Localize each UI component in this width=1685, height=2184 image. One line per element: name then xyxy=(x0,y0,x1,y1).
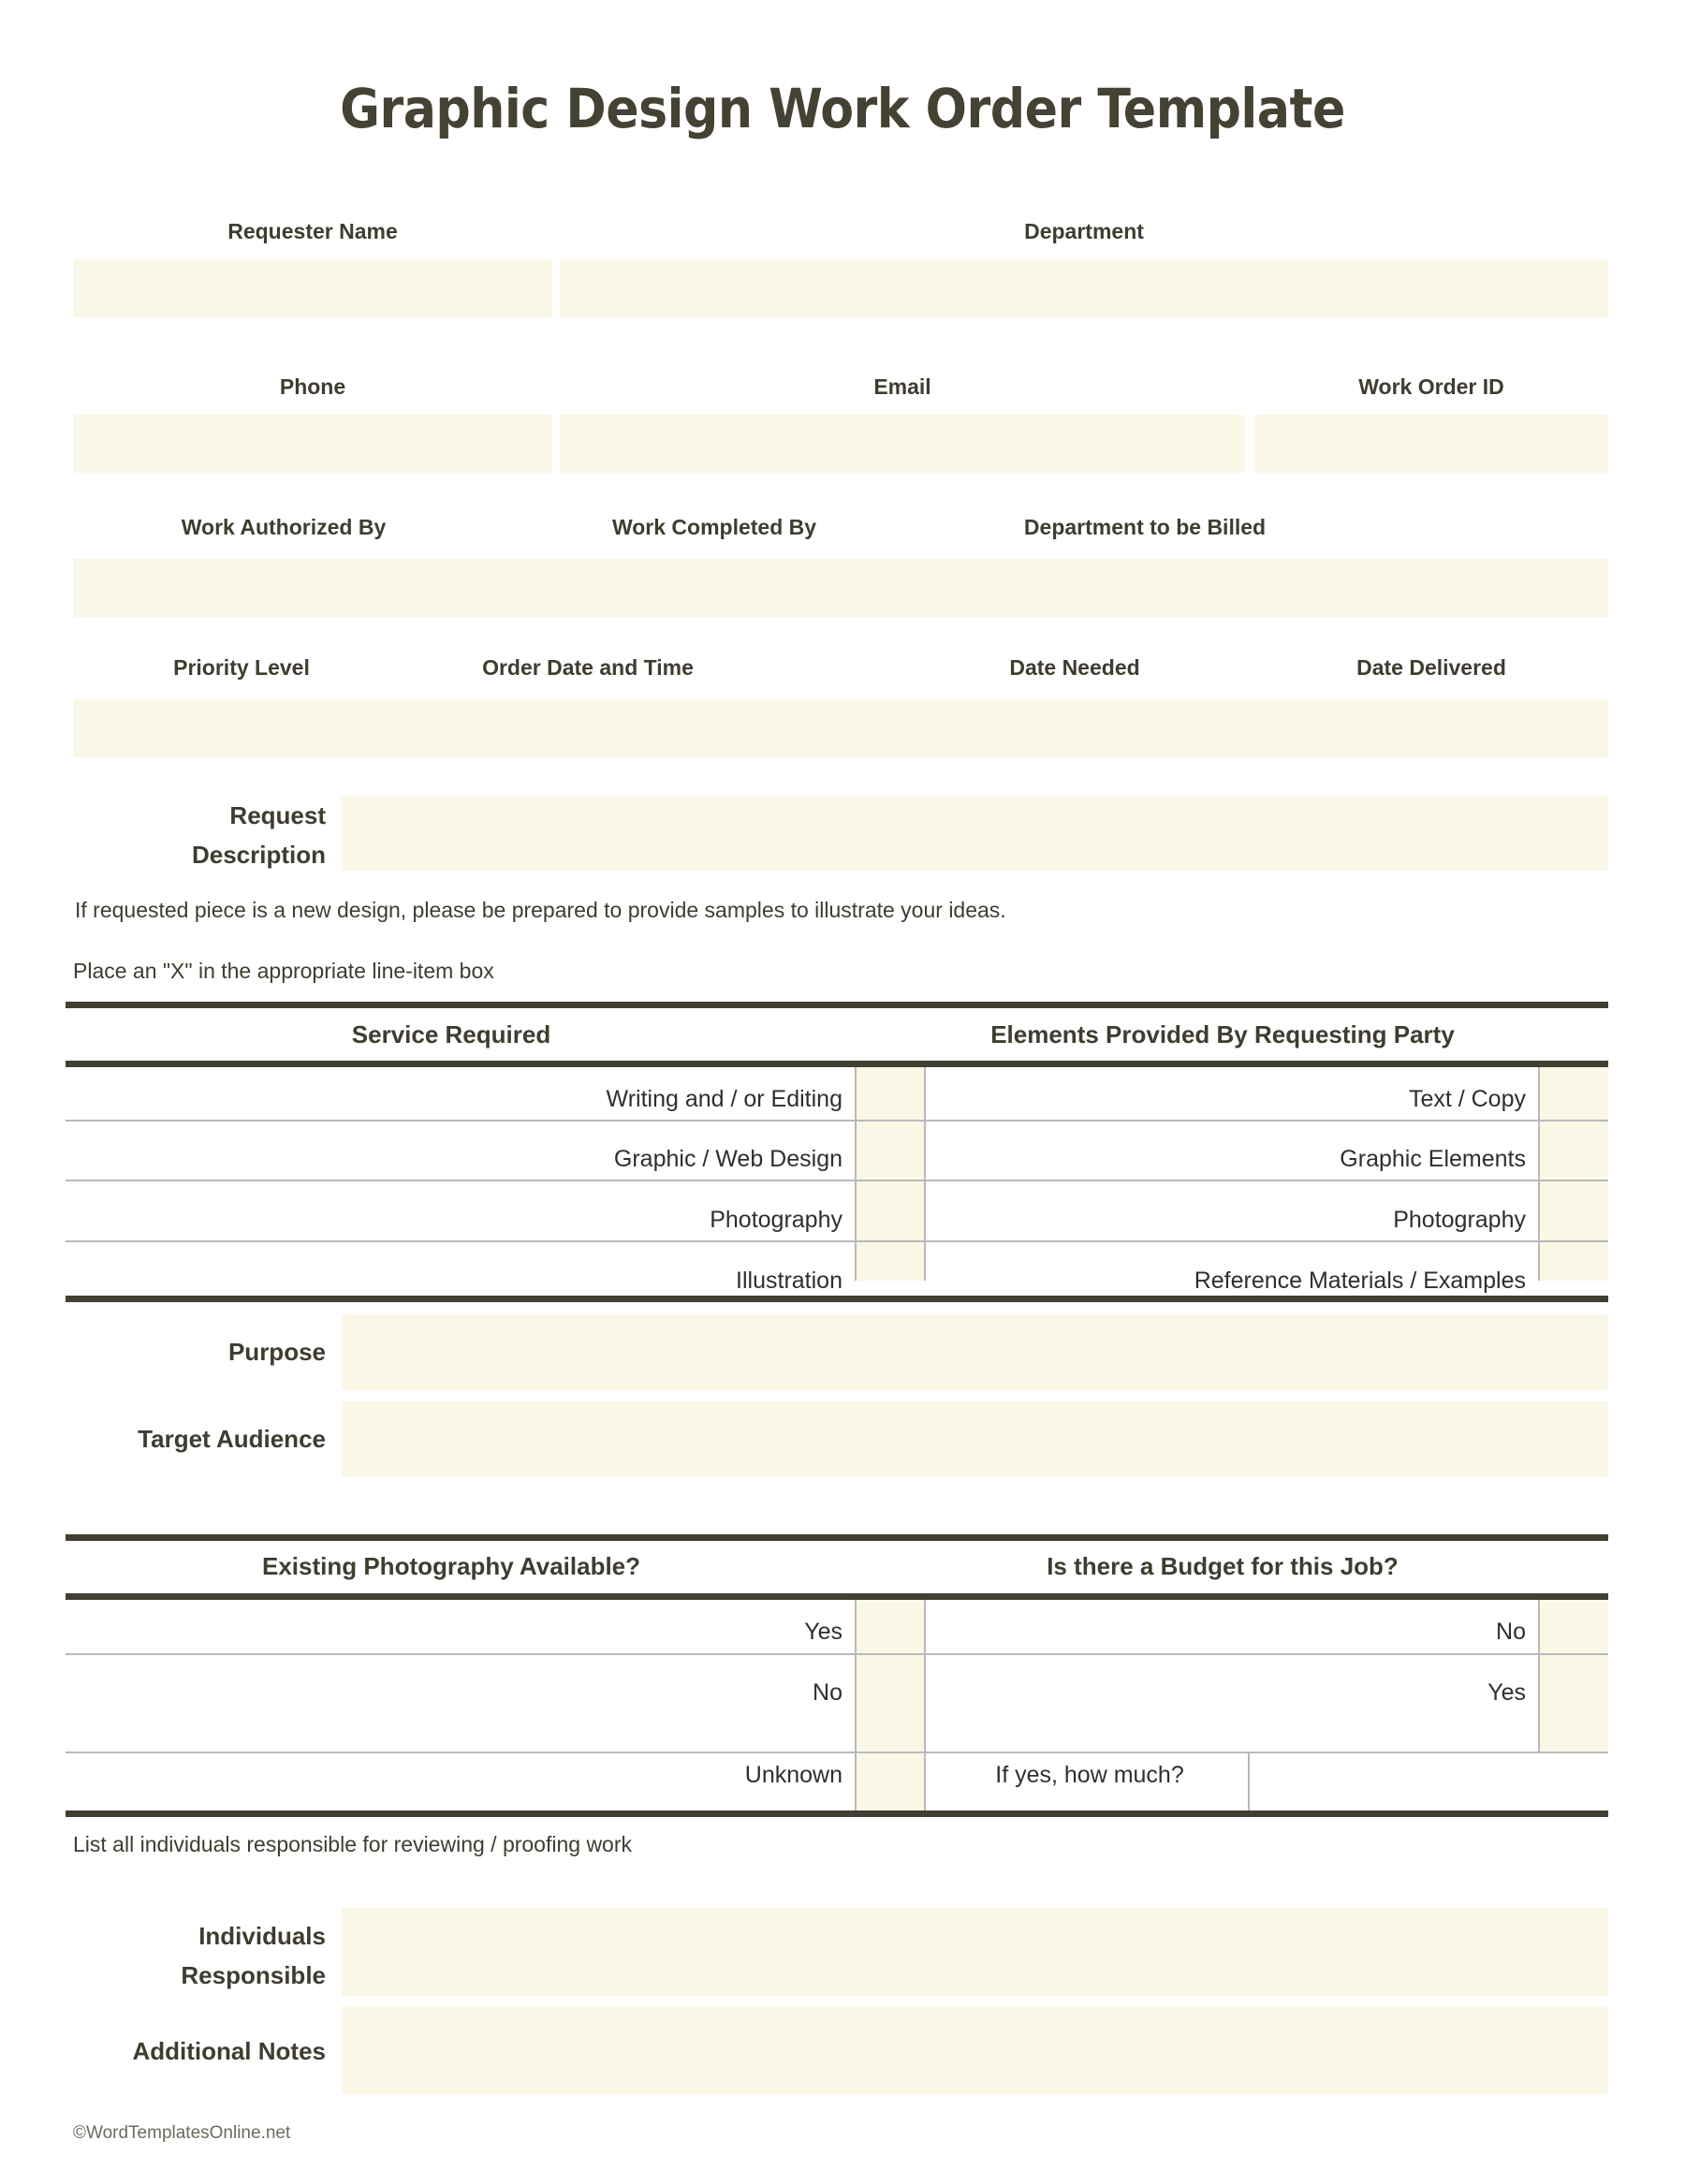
cell-element-2: Photography xyxy=(1393,1207,1526,1233)
cell-photo-2: Unknown xyxy=(744,1762,842,1788)
cell-budget-1: Yes xyxy=(1487,1679,1526,1706)
label-department-to-be-billed: Department to be Billed xyxy=(1023,515,1267,539)
label-target-audience: Target Audience xyxy=(138,1425,326,1453)
label-order-date-and-time: Order Date and Time xyxy=(482,655,694,680)
cell-service-3: Illustration xyxy=(736,1268,842,1294)
input-priority-row[interactable] xyxy=(73,699,1608,757)
page-title: Graphic Design Work Order Template xyxy=(340,77,1345,140)
input-department[interactable] xyxy=(560,259,1608,317)
photo-col-divider-left xyxy=(855,1600,857,1813)
label-request-description-line2: Description xyxy=(191,841,326,869)
input-additional-notes[interactable] xyxy=(342,2006,1608,2094)
input-request-description[interactable] xyxy=(342,797,1608,871)
service-row-divider-1 xyxy=(66,1180,1608,1181)
budget-amount-divider xyxy=(1248,1752,1250,1813)
footer-copyright: ©WordTemplatesOnline.net xyxy=(73,2123,291,2143)
photo-budget-header-rule xyxy=(66,1593,1608,1600)
photo-budget-row-divider-1 xyxy=(66,1752,1608,1753)
cell-element-3: Reference Materials / Examples xyxy=(1194,1268,1526,1294)
note-samples: If requested piece is a new design, please be prepared to provide samples to illustrate your ideas. xyxy=(75,898,1006,922)
label-date-needed: Date Needed xyxy=(1009,655,1140,680)
photo-col-divider-right xyxy=(924,1600,926,1813)
service-table-bottom-rule xyxy=(66,1296,1608,1302)
label-requester-name: Requester Name xyxy=(227,219,398,243)
service-table-header-rule xyxy=(66,1061,1608,1067)
service-col-divider-right xyxy=(924,1067,926,1281)
label-individuals-responsible-line2: Responsible xyxy=(181,1961,326,1989)
label-department: Department xyxy=(1024,219,1144,243)
cell-service-0: Writing and / or Editing xyxy=(606,1086,842,1112)
photo-mark-column xyxy=(857,1600,924,1813)
label-email: Email xyxy=(873,374,931,399)
label-date-delivered: Date Delivered xyxy=(1356,655,1506,680)
label-request-description-line1: Request xyxy=(229,801,326,829)
label-work-order-id: Work Order ID xyxy=(1358,374,1504,399)
element-mark-column xyxy=(1540,1067,1608,1281)
input-work-authorized-row[interactable] xyxy=(73,559,1608,617)
budget-mark-column xyxy=(1540,1600,1608,1752)
cell-photo-1: No xyxy=(813,1679,842,1706)
cell-photo-0: Yes xyxy=(804,1619,842,1645)
label-priority-level: Priority Level xyxy=(173,655,310,680)
service-row-divider-0 xyxy=(66,1120,1608,1121)
note-reviewers: List all individuals responsible for reviewing / proofing work xyxy=(73,1832,633,1856)
photo-budget-bottom-rule xyxy=(66,1810,1608,1817)
element-col-divider-left xyxy=(1538,1067,1540,1281)
heading-elements-provided: Elements Provided By Requesting Party xyxy=(990,1020,1455,1048)
heading-budget: Is there a Budget for this Job? xyxy=(1047,1552,1399,1580)
input-email[interactable] xyxy=(560,415,1245,473)
label-work-authorized-by: Work Authorized By xyxy=(181,515,387,539)
cell-element-1: Graphic Elements xyxy=(1340,1146,1526,1172)
label-request-description xyxy=(73,796,326,874)
heading-existing-photography: Existing Photography Available? xyxy=(261,1552,641,1580)
label-if-yes-how-much: If yes, how much? xyxy=(995,1762,1184,1788)
input-individuals-responsible[interactable] xyxy=(342,1908,1608,1996)
heading-service-required: Service Required xyxy=(351,1020,551,1048)
input-requester-name[interactable] xyxy=(73,259,552,317)
label-purpose: Purpose xyxy=(227,1338,326,1366)
service-table-top-rule xyxy=(66,1002,1608,1008)
label-individuals-responsible-line1: Individuals xyxy=(198,1922,326,1950)
input-phone[interactable] xyxy=(73,415,552,473)
input-work-order-id[interactable] xyxy=(1254,415,1608,473)
label-phone: Phone xyxy=(279,374,346,399)
service-col-divider-left xyxy=(855,1067,857,1281)
cell-service-2: Photography xyxy=(710,1207,842,1233)
photo-budget-row-divider-0 xyxy=(66,1653,1608,1655)
cell-service-1: Graphic / Web Design xyxy=(613,1146,842,1172)
input-purpose[interactable] xyxy=(342,1314,1608,1390)
cell-budget-0: No xyxy=(1496,1619,1526,1645)
budget-col-divider-left xyxy=(1538,1600,1540,1752)
input-target-audience[interactable] xyxy=(342,1401,1608,1477)
label-additional-notes: Additional Notes xyxy=(132,2037,326,2065)
label-work-completed-by: Work Completed By xyxy=(611,515,817,539)
note-place-x: Place an "X" in the appropriate line-item box xyxy=(73,959,494,983)
photo-budget-table-top-rule xyxy=(66,1534,1608,1541)
cell-element-0: Text / Copy xyxy=(1408,1086,1526,1112)
label-individuals-responsible xyxy=(73,1916,326,1995)
service-row-divider-2 xyxy=(66,1240,1608,1242)
service-mark-column xyxy=(857,1067,924,1281)
